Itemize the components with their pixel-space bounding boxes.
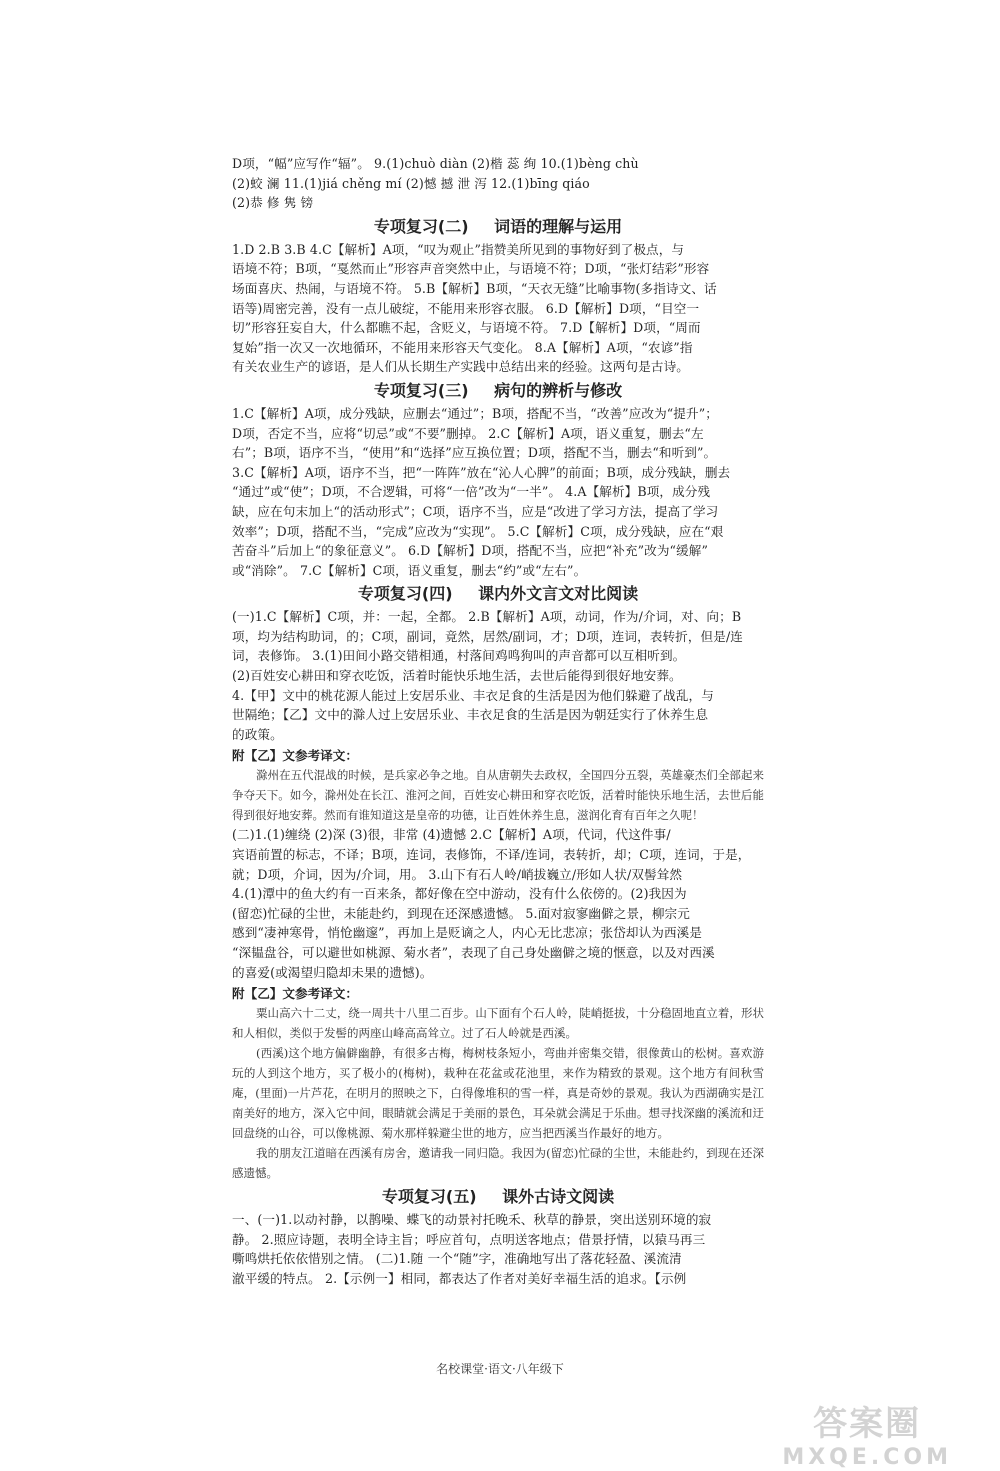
text-line: 词，表修饰。 3.(1)田间小路交错相通，村落间鸡鸣狗叫的声音都可以互相听到。 <box>232 648 686 664</box>
text-line: 1.C【解析】A项，成分残缺，应删去“通过”；B项，搭配不当，“改善”应改为“提升”； <box>232 405 718 421</box>
text-line: 澈平缓的特点。 2.【示例一】相同，都表达了作者对美好幸福生活的追求。【示例 <box>232 1270 687 1286</box>
text-line: 效率”；D项，搭配不当，“完成”应改为“实现”。 5.C【解析】C项，成分残缺，应在“艰 <box>232 523 724 539</box>
text-line: 感到“凄神寒骨，悄怆幽邃”，再加上是贬谪之人，内心无比悲凉；张岱却认为西溪是 <box>232 925 703 941</box>
text-line: 4.【甲】文中的桃花源人能过上安居乐业、丰衣足食的生活是因为他们躲避了战乱，与 <box>232 687 714 703</box>
text-line: 苦奋斗”后加上“的象征意义”。 6.D【解析】D项，搭配不当，应把“补充”改为“缓解” <box>232 543 708 559</box>
translation-paragraph: 我的朋友江道暗在西溪有房舍，邀请我一同归隐。我因为(留恋)忙碌的尘世，未能赴约，到现在还深感遗憾。 <box>232 1146 764 1181</box>
section-number: 专项复习(五) <box>381 1187 477 1207</box>
section-heading <box>232 216 764 238</box>
text-line: “深韫盘谷，可以避世如桃源、菊水者”，表现了自己身处幽僻之境的惬意，以及对西溪 <box>232 945 715 960</box>
text-line: 静。 2.照应诗题，表明全诗主旨；呼应首句，点明送客地点；借景抒情，以猿马再三 <box>232 1231 706 1247</box>
text-line: 4.(1)潭中的鱼大约有一百来条，都好像在空中游动，没有什么依傍的。(2)我因为 <box>232 886 687 902</box>
text-line: 就；D项，介词，因为/介词，用。 3.山下有石人岭/峭拔巍立/形如人状/双髻耸然 <box>232 866 683 882</box>
text-line: 世隔绝；【乙】文中的滁人过上安居乐业、丰衣足食的生活是因为朝廷实行了休养生息 <box>232 707 709 723</box>
text-line: 宾语前置的标志，不译；B项，连词，表修饰，不译/连词，表转折，却；C项，连词，于是， <box>232 847 751 863</box>
intro-block <box>232 154 764 213</box>
section-heading <box>232 1186 764 1208</box>
translation-paragraph: (西溪)这个地方偏僻幽静，有很多古梅，梅树枝条短小，弯曲并密集交错，很像黄山的松树。喜欢游玩的人到这个地方，买了极小的(梅树)，栽种在花盆或花池里，来作为精致的景观。这个地方有间秋雪庵，(里面)一片芦花，在明月的照映之下，白得像堆积的雪一样，真是奇妙的景观。我认为西湖确实是江南美好的地方，深入它中间，眼睛就会满足于美丽的景色，耳朵就会满足于乐曲。想寻找深幽的溪流和迂回盘绕的山谷，可以像桃源、菊水那样躲避尘世的地方，应当把西溪当作最好的地方。 <box>232 1046 764 1141</box>
watermark-site-text: MXQE.COM <box>782 1445 952 1470</box>
section-body <box>232 404 764 580</box>
translation-paragraph: 粟山高六十二丈，绕一周共十八里二百步。山下面有个石人岭，陡峭挺拔，十分稳固地直立着，形状和人相似，类似于发髻的两座山峰高高耸立。过了石人岭就是西溪。 <box>232 1006 764 1041</box>
text-line: D项，“幅”应写作“辐”。 9.(1)chuò diàn (2)楷 蕊 绚 10.(1)bèng chù <box>232 156 639 171</box>
section-title: 词语的理解与运用 <box>494 216 623 236</box>
section-title: 课内外文言文对比阅读 <box>478 584 639 604</box>
watermark-main-text: 答案圈 <box>813 1404 922 1444</box>
section-body <box>232 1210 764 1288</box>
section-heading <box>232 583 764 605</box>
watermark-logo <box>782 1396 952 1470</box>
translation-note-label: 附【乙】文参考译文： <box>232 748 358 764</box>
section-heading <box>232 380 764 402</box>
text-line: 嘶鸣烘托依依惜别之情。 (二)1.随 一个“随”字，准确地写出了落花轻盈、溪流清 <box>232 1251 682 1267</box>
section-number: 专项复习(四) <box>357 584 453 604</box>
text-line: (2)百姓安心耕田和穿衣吃饭，活着时能快乐地生活，去世后能得到很好地安葬。 <box>232 668 682 684</box>
text-line: (2)恭 修 隽 镑 <box>232 195 314 211</box>
text-line: 的喜爱(或渴望归隐却未果的遗憾)。 <box>232 964 433 980</box>
text-line: 语等)周密完善，没有一点儿破绽，不能用来形容衣服。 6.D【解析】D项，“目空一 <box>232 300 700 316</box>
text-line: “通过”或“使”；D项，不合逻辑，可将“一倍”改为“一半”。 4.A【解析】B项，成分残 <box>232 484 711 500</box>
text-line: (2)蛟 澜 11.(1)jiá chěng mí (2)憾 撼 泄 泻 12.(1)bīng qiáo <box>232 175 590 191</box>
section-number: 专项复习(二) <box>373 216 469 236</box>
translation-paragraph: 滁州在五代混战的时候，是兵家必争之地。自从唐朝失去政权，全国四分五裂，英雄豪杰们全部起来争夺天下。如今，滁州处在长江、淮河之间，百姓安心耕田和穿衣吃饭，活着时能快乐地生活，去世后能得到很好地安葬。然而有谁知道这是皇帝的功德，让百姓休养生息，滋润化育有百年之久呢！ <box>232 768 764 823</box>
section-body <box>232 240 764 377</box>
text-line: (一)1.C【解析】C项，并：一起，全都。 2.B【解析】A项，动词，作为/介词，对、向；B <box>232 609 742 625</box>
text-line: (二)1.(1)缠绕 (2)深 (3)很，非常 (4)遗憾 2.C【解析】A项，代词，代这件事/ <box>232 827 671 843</box>
text-line: (留恋)忙碌的尘世，未能赴约，到现在还深感遗憾。 5.面对寂寥幽僻之景，柳宗元 <box>232 905 690 921</box>
text-line: 一、(一)1.以动衬静，以鹊噪、蝶飞的动景衬托晚禾、秋草的静景，突出送别环境的寂 <box>232 1212 712 1228</box>
text-line: 3.C【解析】A项，语序不当，把“一阵阵”放在“沁人心脾”的前面；B项，成分残缺，删去 <box>232 464 731 480</box>
text-line: 有关农业生产的谚语，是人们从长期生产实践中总结出来的经验。这两句是古诗。 <box>232 359 689 375</box>
answer-page <box>232 154 764 1289</box>
text-line: 缺，应在句末加上“的活动形式”；C项，语序不当，应是“改进了学习方法，提高了学习 <box>232 503 719 519</box>
translation-note-label: 附【乙】文参考译文： <box>232 986 358 1002</box>
text-line: 1.D 2.B 3.B 4.C【解析】A项，“叹为观止”指赞美所见到的事物好到了极点，与 <box>232 241 685 257</box>
section-title: 课外古诗文阅读 <box>502 1187 615 1207</box>
text-line: 右”；B项，语序不当，“使用”和“选择”应互换位置；D项，搭配不当，删去“和听到”。 <box>232 445 717 461</box>
text-line: 或“消除”。 7.C【解析】C项，语义重复，删去“约”或“左右”。 <box>232 562 587 578</box>
page-footer: 名校课堂·语文·八年级下 <box>436 1362 564 1376</box>
text-line: 项，均为结构助词，的；C项，副词，竟然，居然/副词，才；D项，连词，表转折，但是/连 <box>232 628 743 644</box>
section-body <box>232 607 764 1183</box>
text-line: 复始”指一次又一次地循环，不能用来形容天气变化。 8.A【解析】A项，“农谚”指 <box>232 339 693 355</box>
text-line: 的政策。 <box>232 726 283 742</box>
text-line: 切”形容狂妄自大，什么都瞧不起，含贬义，与语境不符。 7.D【解析】D项，“周而 <box>232 320 701 336</box>
section-number: 专项复习(三) <box>373 380 469 400</box>
text-line: 语境不符；B项，“戛然而止”形容声音突然中止，与语境不符；D项，“张灯结彩”形容 <box>232 261 710 277</box>
section-title: 病句的辨析与修改 <box>494 380 623 400</box>
text-line: 场面喜庆、热闹，与语境不符。 5.B【解析】B项，“天衣无缝”比喻事物(多指诗文、话 <box>232 280 717 296</box>
text-line: D项，否定不当，应将“切忌”或“不要”删掉。 2.C【解析】A项，语义重复，删去“左 <box>232 425 704 441</box>
